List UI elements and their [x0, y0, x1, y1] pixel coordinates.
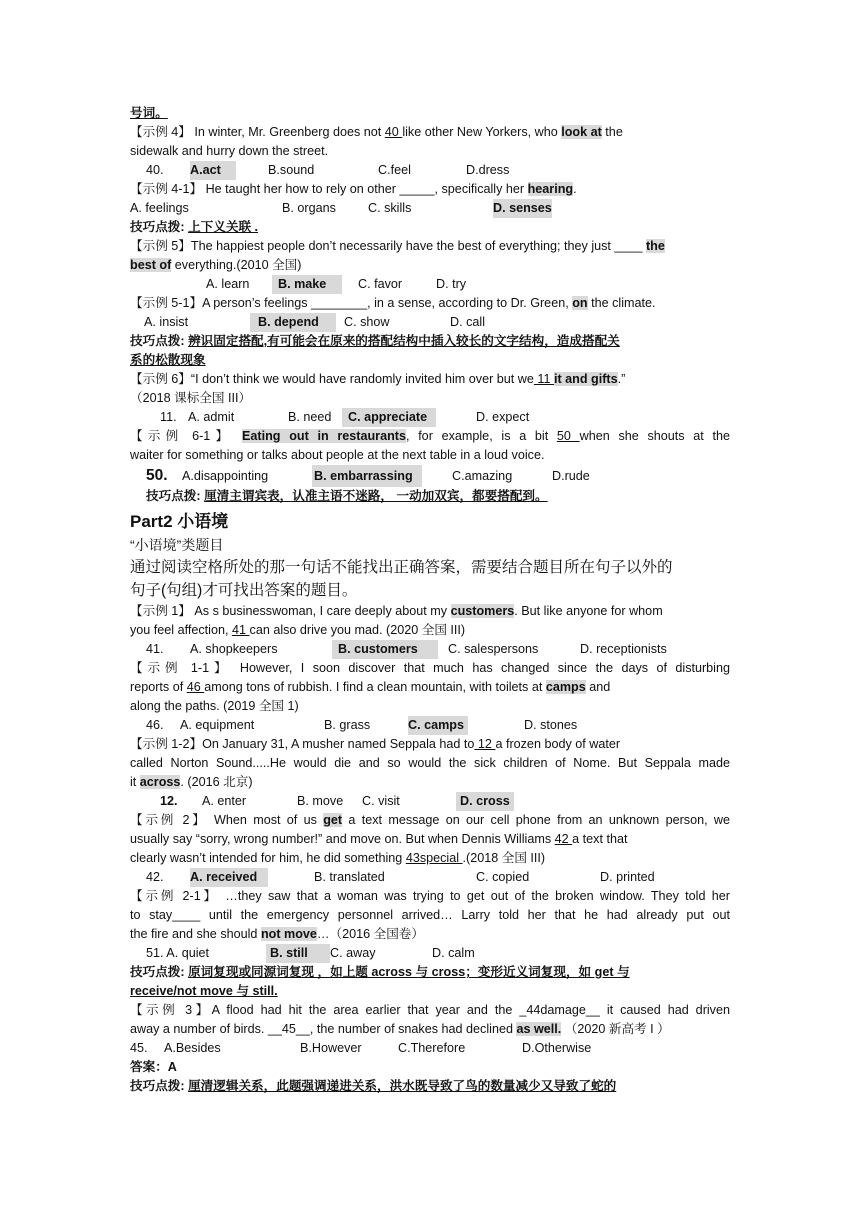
options-row: 45. A.Besides B.However C.Therefore D.Otherwise [130, 1041, 592, 1055]
answer-option: B. customers [332, 640, 438, 659]
answer-option: B. make [272, 275, 342, 294]
options-row: 42. A. received B. translated C. copied D. printed [130, 868, 730, 887]
options-row: A. insist B. depend C. show D. call [130, 313, 730, 332]
options-row: 41. A. shopkeepers B. customers C. salespersons D. receptionists [130, 640, 730, 659]
blank: 42 [554, 832, 573, 846]
tip: 技巧点拨: 辨识固定搭配,有可能会在原来的搭配结构中插入较长的文字结构，造成搭配关 [130, 334, 620, 348]
blank: 11 [533, 372, 554, 386]
options-row: A. learn B. make C. favor D. try [130, 275, 730, 294]
options-row: 50. A.disappointing B. embarrassing C.amazing D.rude [130, 465, 730, 487]
answer-option: C. appreciate [342, 408, 436, 427]
answer-option: B. still [266, 944, 330, 963]
answer: 答案：A [130, 1060, 177, 1074]
options-row: A. feelings B. organs C. skills D. senses [130, 199, 730, 218]
tip: 技巧点拨: 上下义关联 . [130, 220, 259, 234]
blank: 46 [186, 680, 205, 694]
example-4: 【示例 4】 In winter, Mr. Greenberg does not 40 like other New Yorkers, who look at the [130, 125, 623, 139]
example-4-1: 【示例 4-1】 He taught her how to rely on other _____, specifically her hearing. [130, 182, 577, 196]
options-row: 46. A. equipment B. grass C. camps D. stones [130, 716, 730, 735]
example-5-1: 【示例 5-1】A person’s feelings ________, in a sense, according to Dr. Green, on the climate. [130, 296, 656, 310]
options-row: 51. A. quiet B. still C. away D. calm [130, 944, 730, 963]
answer-option: A.act [190, 161, 236, 180]
answer-option: B. depend [250, 313, 336, 332]
options-row: 11. A. admit B. need C. appreciate D. expect [130, 408, 730, 427]
document-page: 号词。 【示例 4】 In winter, Mr. Greenberg does not 40 like other New Yorkers, who look at the sidewalk and hurry down the street. 40. A.act B.sound C.feel D.dress 【示例 4-1】 He taught her how to rely on other _____, specifically her hearing. A. feelings B. organs C. skills D. senses 技巧点拨: 上下义关联 . 【示例 5】The happiest people don’t necessarily have the best of everything; they just ____ the best of everything.(2010 全国) A. learn B. make C. favor D. try 【示例 5-1】A person’s feelings ________, in a sense, according to Dr. Green, on the climate. A. insist B. depend C. show D. call 技巧点拨: 辨识固定搭配,有可能会在原来的搭配结构中插入较长的文字结构，造成搭配关 系的松散现象 【示例 6】“I don’t think we would have randomly invited him over but we 11 it and gifts.” （2018 课标全国 III） 11. A. admit B. need C. appreciate D. expect 【示例 6-1】 Eating out in restaurants, for example, is a bit 50 when she shouts at the waiter for something or talks about people at the next table in a loud voice. 50. A.disappointing B. embarrassing C.amazing D.rude 技巧点拨: 厘清主谓宾表，认准主语不迷路， 一动加双宾，都要搭配到。 Part2 小语境 “小语境”类题目 通过阅读空格所处的那一句话不能找出正确答案，需要结合题目所在句子以外的 句子(句组)才可找出答案的题目。 【示例 1】 As s businesswoman, I care deeply about my customers. But like anyone for whom you feel affection, 41 can also drive you mad. (2020 全国 III) 41. A. shopkeepers B. customers C. salespersons D. receptionists 【示例 1-1】 However, I soon discover that much has changed since the days of disturbing reports of 46 among tons of rubbish. I find a clean mountain, with toilets at camps and along the paths. (2019 全国 1) 46. A. equipment B. grass C. camps D. stones 【示例 1-2】On January 31, A musher named Seppala had to 12 a frozen body of water called Norton Sound.....He would die and so would the sick children of Nome. But Seppala made it across. (2016 北京) 12. A. enter B. move C. visit D. cross 【示例 2】 When most of us get a text message on our cell phone from an unknown person, we usually say “sorry, wrong number!” and move on. But when Dennis Williams 42 a text that clearly wasn’t intended for him, he did something 43special .(2018 全国 III) 42. A. received B. translated C. copied D. printed 【示例 2-1】 …they saw that a woman was trying to get out of the broken window. They told her to stay____ until the emergency personnel arrived… Larry told her that he had already put out the fire and she should not move…（2016 全国卷） 51. A. quiet B. still C. away D. calm 技巧点拨: 原词复现或同源词复现 ，如上题 across 与 cross；变形近义词复现，如 get 与 receive/not move 与 still. 【示例 3】A flood had hit the area earlier that year and the _44damage__ it caused had driven away a number of birds. __45__, the number of snakes had declined as well. （2020 新高考 I ） 45. A.Besides B.However C.Therefore D.Otherwise 答案：A 技巧点拨: 厘清逻辑关系，此题强调递进关系，洪水既导致了鸟的数量减少又导致了蛇的 [130, 104, 730, 1096]
highlight: hearing [527, 182, 574, 196]
text: 号词。 [130, 106, 168, 120]
sample-1: 【示例 1】 As s businesswoman, I care deeply about my customers. But like anyone for whom [130, 604, 663, 618]
sample-2-1: 【示例 2-1】 …they saw that a woman was trying to get out of the broken window. They told her [130, 889, 730, 903]
answer-option: D. senses [493, 199, 552, 218]
section-heading: Part2 小语境 [130, 512, 229, 531]
sample-3: 【示例 3】A flood had hit the area earlier that year and the _44damage__ it caused had driven [130, 1003, 730, 1017]
tip: 技巧点拨: 厘清主谓宾表，认准主语不迷路， 一动加双宾，都要搭配到。 [146, 489, 548, 503]
blank: 43special [405, 851, 463, 865]
answer-option: A. received [190, 868, 268, 887]
sample-2: 【示例 2】 When most of us get a text message on our cell phone from an unknown person, we [130, 813, 730, 827]
blank: 40 [384, 125, 403, 139]
options-row: 12. A. enter B. move C. visit D. cross [130, 792, 730, 811]
tip: 技巧点拨: 厘清逻辑关系，此题强调递进关系，洪水既导致了鸟的数量减少又导致了蛇的 [130, 1079, 617, 1093]
blank: 41 [232, 623, 250, 637]
answer-option: D. cross [456, 792, 514, 811]
sample-1-1: 【示例 1-1】 However, I soon discover that much has changed since the days of disturbing [130, 661, 730, 675]
example-6: 【示例 6】“I don’t think we would have randomly invited him over but we 11 it and gifts.” [130, 372, 626, 386]
blank: 50 [556, 429, 580, 443]
blank: 12 [474, 737, 496, 751]
sample-1-2: 【示例 1-2】On January 31, A musher named Seppala had to 12 a frozen body of water [130, 737, 621, 751]
example-5: 【示例 5】The happiest people don’t necessarily have the best of everything; they just ____ the [130, 239, 665, 253]
options-row: 40. A.act B.sound C.feel D.dress [130, 161, 730, 180]
answer-option: C. camps [408, 716, 468, 735]
example-6-1: 【示例 6-1】 Eating out in restaurants, for example, is a bit 50 when she shouts at the [130, 429, 730, 443]
tip: 技巧点拨: 原词复现或同源词复现 ，如上题 across 与 cross；变形近义词复现，如 get 与 [130, 965, 630, 979]
highlight: look at [561, 125, 602, 139]
answer-option: B. embarrassing [312, 465, 422, 487]
